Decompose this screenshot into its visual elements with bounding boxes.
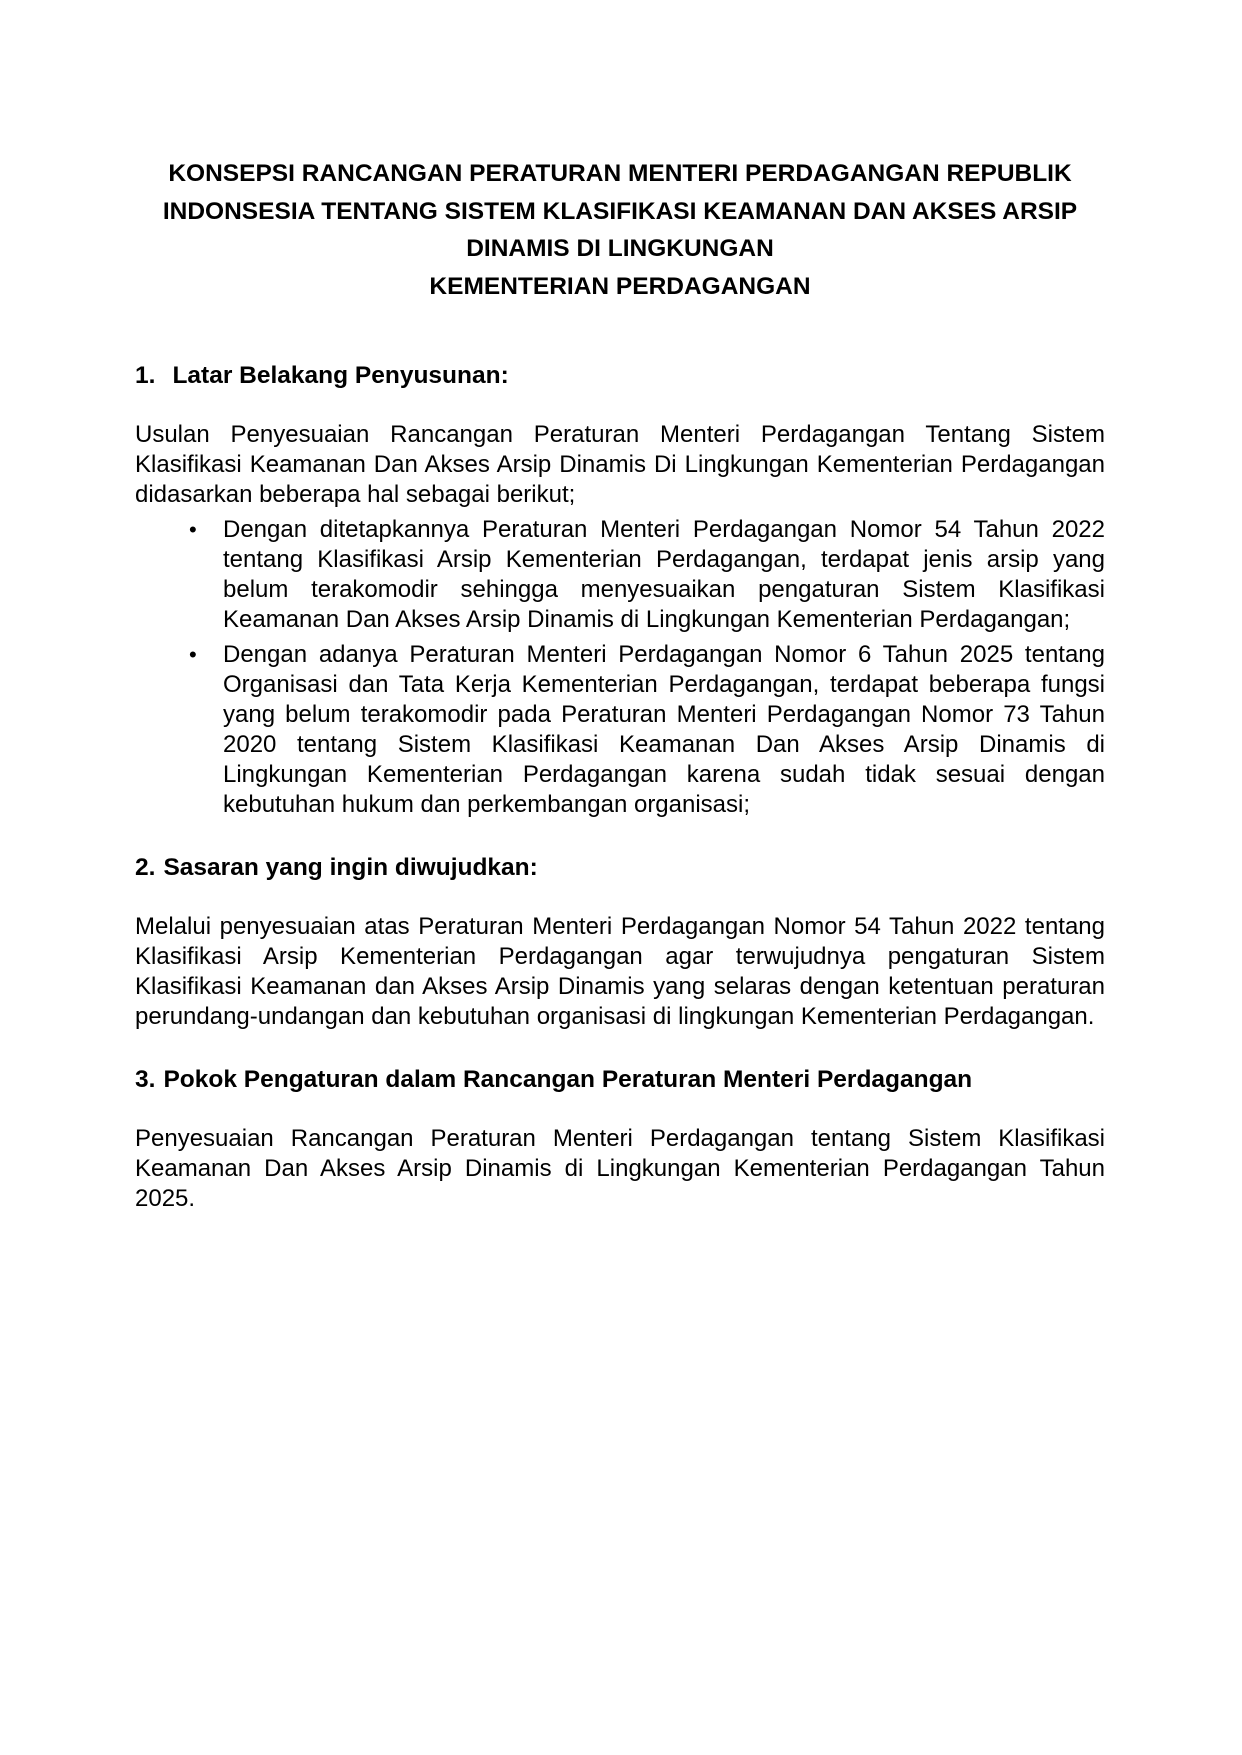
section-2-number: 2. bbox=[135, 854, 156, 881]
section-3-heading bbox=[135, 1065, 1105, 1095]
title-line-4: KEMENTERIAN PERDAGANGAN bbox=[429, 272, 811, 300]
section-1-number: 1. bbox=[135, 362, 156, 389]
bullet-item-1-text: Dengan ditetapkannya Peraturan Menteri Perdagangan Nomor 54 Tahun 2022 tentang Klasifikasi Arsip Kementerian Perdagangan, terdapat jenis arsip yang belum terakomodir sehingga menyesuaikan pengaturan Sistem Klasifikasi Keamanan Dan Akses Arsip Dinamis di Lingkungan Kementerian Perdagangan; bbox=[223, 516, 1105, 633]
section-1-title: Latar Belakang Penyusunan: bbox=[172, 362, 509, 389]
section-pokok-pengaturan bbox=[135, 1065, 1105, 1214]
section-3-number: 3. bbox=[135, 1066, 156, 1093]
section-3-title: Pokok Pengaturan dalam Rancangan Peraturan Menteri Perdagangan bbox=[163, 1066, 973, 1093]
section-sasaran bbox=[135, 853, 1105, 1032]
section-3-paragraph: Penyesuaian Rancangan Peraturan Menteri Perdagangan tentang Sistem Klasifikasi Keamanan Dan Akses Arsip Dinamis di Lingkungan Kementerian Perdagangan Tahun 2025. bbox=[135, 1125, 1105, 1212]
section-1-intro-paragraph: Usulan Penyesuaian Rancangan Peraturan Menteri Perdagangan Tentang Sistem Klasifikasi Keamanan Dan Akses Arsip Dinamis Di Lingkungan Kementerian Perdagangan didasarkan beberapa hal sebagai berikut; bbox=[135, 421, 1105, 508]
section-latar-belakang bbox=[135, 361, 1105, 820]
section-1-bullet-list bbox=[135, 515, 1105, 820]
section-2-paragraph: Melalui penyesuaian atas Peraturan Menteri Perdagangan Nomor 54 Tahun 2022 tentang Klasifikasi Arsip Kementerian Perdagangan agar terwujudnya pengaturan Sistem Klasifikasi Keamanan dan Akses Arsip Dinamis yang selaras dengan ketentuan peraturan perundang-undangan dan kebutuhan organisasi di lingkungan Kementerian Perdagangan. bbox=[135, 913, 1105, 1030]
title-line-1: KONSEPSI RANCANGAN PERATURAN MENTERI PERDAGANGAN REPUBLIK bbox=[168, 160, 1072, 187]
bullet-item-1 bbox=[189, 515, 1105, 635]
bullet-icon: • bbox=[189, 517, 197, 542]
bullet-icon: • bbox=[189, 642, 197, 667]
section-1-heading bbox=[135, 361, 1105, 391]
bullet-item-2-text: Dengan adanya Peraturan Menteri Perdagangan Nomor 6 Tahun 2025 tentang Organisasi dan Tata Kerja Kementerian Perdagangan, terdapat beberapa fungsi yang belum terakomodir pada Peraturan Menteri Perdagangan Nomor 73 Tahun 2020 tentang Sistem Klasifikasi Keamanan Dan Akses Arsip Dinamis di Lingkungan Kementerian Perdagangan karena sudah tidak sesuai dengan kebutuhan hukum dan perkembangan organisasi; bbox=[223, 641, 1105, 818]
title-line-2: INDONSESIA TENTANG SISTEM KLASIFIKASI KEAMANAN DAN AKSES ARSIP bbox=[162, 197, 1078, 225]
section-2-heading bbox=[135, 853, 1105, 883]
bullet-item-2 bbox=[189, 640, 1105, 820]
section-2-title: Sasaran yang ingin diwujudkan: bbox=[163, 854, 538, 881]
document-title bbox=[135, 155, 1105, 305]
title-line-3: DINAMIS DI LINGKUNGAN bbox=[466, 235, 774, 262]
